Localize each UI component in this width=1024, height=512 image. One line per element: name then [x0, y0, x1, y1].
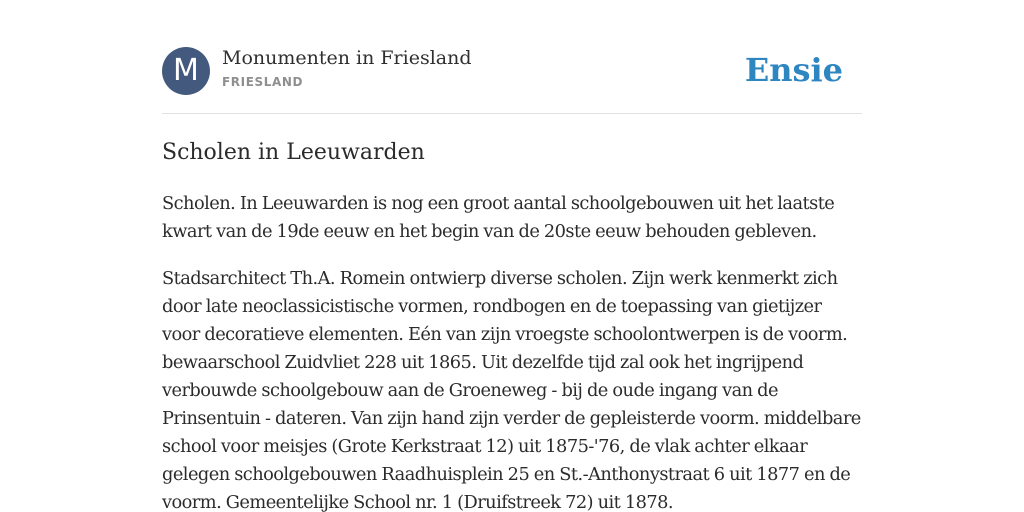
article-paragraph: Scholen. In Leeuwarden is nog een groot aantal schoolgebouwen uit het laatste kwart van de 19de eeuw en het begin van de 20ste eeuw behouden gebleven. [162, 193, 835, 242]
site-subtitle[interactable]: FRIESLAND [222, 75, 304, 89]
page [162, 0, 862, 512]
site-header [162, 47, 862, 114]
site-title[interactable]: Monumenten in Friesland [222, 47, 472, 69]
avatar[interactable]: M [162, 47, 210, 95]
brand-logo[interactable]: Ensie [744, 51, 843, 89]
article-title: Scholen in Leeuwarden [162, 140, 425, 165]
article-paragraph: Stadsarchitect Th.A. Romein ontwierp diverse scholen. Zijn werk kenmerkt zich door late neoclassicistische vormen, rondbogen en de toepassing van gietijzer voor decoratieve elementen. Eén van zijn vroegste schoolontwerpen is de voorm. bewaarschool Zuidvliet 228 uit 1865. Uit dezelfde tijd zal ook het ingrijpend verbouwde schoolgebouw aan de Groeneweg - bij de oude ingang van de Prinsentuin - dateren. Van zijn hand zijn verder de gepleisterde voorm. middelbare school voor meisjes (Grote Kerkstraat 12) uit 1875-'76, de vlak achter elkaar gelegen schoolgebouwen Raadhuisplein 25 en St.-Anthonystraat 6 uit 1877 en de voorm. Gemeentelijke School nr. 1 (Druifstreek 72) uit 1878. [162, 268, 861, 512]
